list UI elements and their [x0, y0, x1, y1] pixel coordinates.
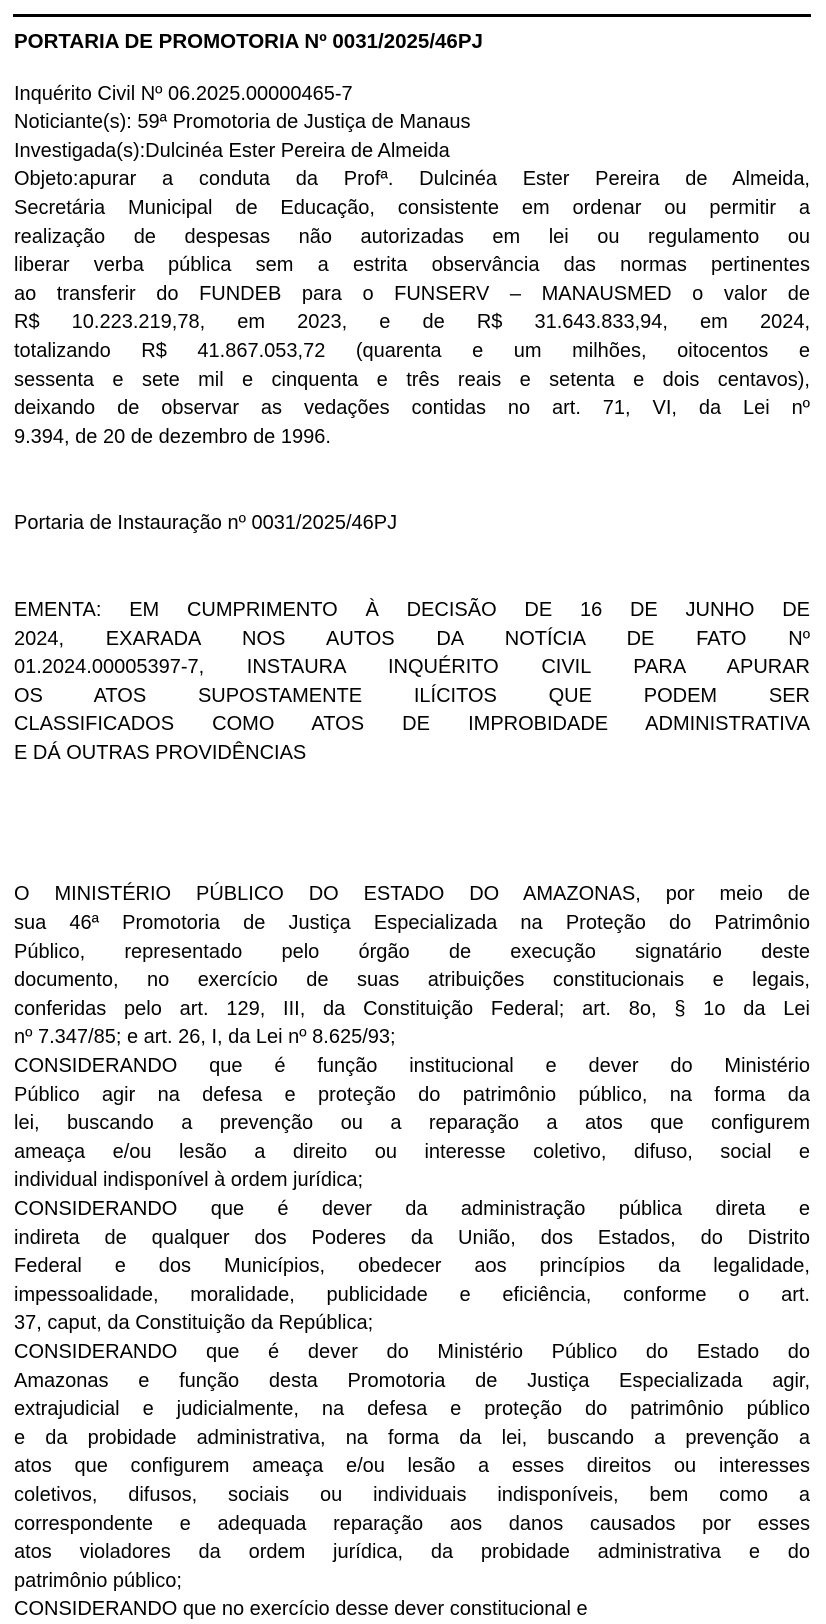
text-line: Inquérito Civil Nº 06.2025.00000465-7 — [14, 82, 353, 105]
text-line: 01.2024.00005397-7, INSTAURA INQUÉRITO CIVIL PARA APURAR — [14, 656, 810, 679]
text-line: sua 46ª Promotoria de Justiça Especializada na Proteção do Patrimônio — [14, 912, 810, 935]
preambulo-block — [14, 880, 810, 1052]
objeto-block — [14, 165, 810, 451]
text-line: CONSIDERANDO que é dever da administração pública direta e — [14, 1198, 810, 1220]
text-line: correspondente e adequada reparação aos danos causados por esses — [14, 1512, 810, 1535]
text-line: 37, caput, da Constituição da República; — [14, 1312, 374, 1335]
text-line: CONSIDERANDO que é função institucional e dever do Ministério — [14, 1055, 810, 1078]
text-line: indireta de qualquer dos Poderes da União, dos Estados, do Distrito — [14, 1226, 810, 1249]
text-line: individual indisponível à ordem jurídica; — [14, 1169, 364, 1192]
text-line: Amazonas e função desta Promotoria de Justiça Especializada agir, — [14, 1369, 810, 1392]
text-line: totalizando R$ 41.867.053,72 (quarenta e um milhões, oitocentos e — [14, 339, 810, 362]
text-line: Investigada(s):Dulcinéa Ester Pereira de Almeida — [14, 139, 450, 162]
top-divider — [13, 14, 811, 17]
considerando-2-block — [14, 1195, 810, 1338]
text-line: 2024, EXARADA NOS AUTOS DA NOTÍCIA DE FATO Nº — [14, 627, 810, 650]
text-line: 9.394, de 20 de dezembro de 1996. — [14, 425, 331, 448]
text-line: Secretária Municipal de Educação, consistente em ordenar ou permitir a — [14, 196, 810, 219]
text-line: CLASSIFICADOS COMO ATOS DE IMPROBIDADE ADMINISTRATIVA — [14, 713, 810, 736]
text-line: Federal e dos Municípios, obedecer aos princípios da legalidade, — [14, 1255, 810, 1278]
text-line: ameaça e/ou lesão a direito ou interesse coletivo, difuso, social e — [14, 1140, 810, 1163]
text-line: conferidas pelo art. 129, III, da Constituição Federal; art. 8o, § 1o da Lei — [14, 997, 810, 1020]
text-line: OS ATOS SUPOSTAMENTE ILÍCITOS QUE PODEM SER — [14, 684, 810, 707]
portaria-instauracao: Portaria de Instauração nº 0031/2025/46PJ — [14, 512, 398, 535]
text-line: documento, no exercício de suas atribuições constitucionais e legais, — [14, 969, 810, 992]
text-line: deixando de observar as vedações contidas no art. 71, VI, da Lei nº — [14, 397, 810, 420]
text-line: ao transferir do FUNDEB para o FUNSERV – MANAUSMED o valor de — [14, 282, 810, 305]
text-line: R$ 10.223.219,78, em 2023, e de R$ 31.643.833,94, em 2024, — [14, 311, 810, 334]
text-line: e da probidade administrativa, na forma da lei, buscando a prevenção a — [14, 1426, 810, 1449]
text-line: CONSIDERANDO que é dever do Ministério Público do Estado do — [14, 1340, 810, 1363]
text-line: E DÁ OUTRAS PROVIDÊNCIAS — [14, 741, 307, 764]
ementa-block — [14, 596, 810, 768]
text-line: CONSIDERANDO que no exercício desse dever constitucional e — [14, 1598, 588, 1621]
text-line: atos violadores da ordem jurídica, da probidade administrativa e do — [14, 1541, 810, 1564]
text-line: patrimônio público; — [14, 1569, 182, 1592]
text-line: liberar verba pública sem a estrita observância das normas pertinentes — [14, 254, 810, 277]
text-line: Público, representado pelo órgão de execução signatário deste — [14, 940, 810, 963]
text-line: coletivos, difusos, sociais ou individuais indisponíveis, bem como a — [14, 1483, 810, 1506]
text-line: extrajudicial e judicialmente, na defesa e proteção do patrimônio público — [14, 1398, 810, 1421]
text-line: Público agir na defesa e proteção do patrimônio público, na forma da — [14, 1083, 810, 1106]
text-line: EMENTA: EM CUMPRIMENTO À DECISÃO DE 16 DE JUNHO DE — [14, 598, 810, 621]
text-line: Noticiante(s): 59ª Promotoria de Justiça de Manaus — [14, 111, 471, 134]
text-line: nº 7.347/85; e art. 26, I, da Lei nº 8.625/93; — [14, 1026, 396, 1049]
text-line: Objeto:apurar a conduta da Profª. Dulcinéa Ester Pereira de Almeida, — [14, 168, 810, 191]
document-title: PORTARIA DE PROMOTORIA Nº 0031/2025/46PJ — [14, 30, 483, 53]
considerando-3-block — [14, 1338, 810, 1595]
considerando-1-block — [14, 1052, 810, 1195]
text-line: O MINISTÉRIO PÚBLICO DO ESTADO DO AMAZONAS, por meio de — [14, 883, 810, 906]
text-line: lei, buscando a prevenção ou a reparação a atos que configurem — [14, 1112, 810, 1135]
text-line: sessenta e sete mil e cinquenta e três reais e setenta e dois centavos), — [14, 368, 810, 391]
text-line: impessoalidade, moralidade, publicidade e eficiência, conforme o art. — [14, 1283, 810, 1306]
text-line: atos que configurem ameaça e/ou lesão a esses direitos ou interesses — [14, 1455, 810, 1478]
document-body — [14, 28, 810, 1624]
text-line: realização de despesas não autorizadas em lei ou regulamento ou — [14, 225, 810, 248]
header-block — [14, 80, 810, 166]
